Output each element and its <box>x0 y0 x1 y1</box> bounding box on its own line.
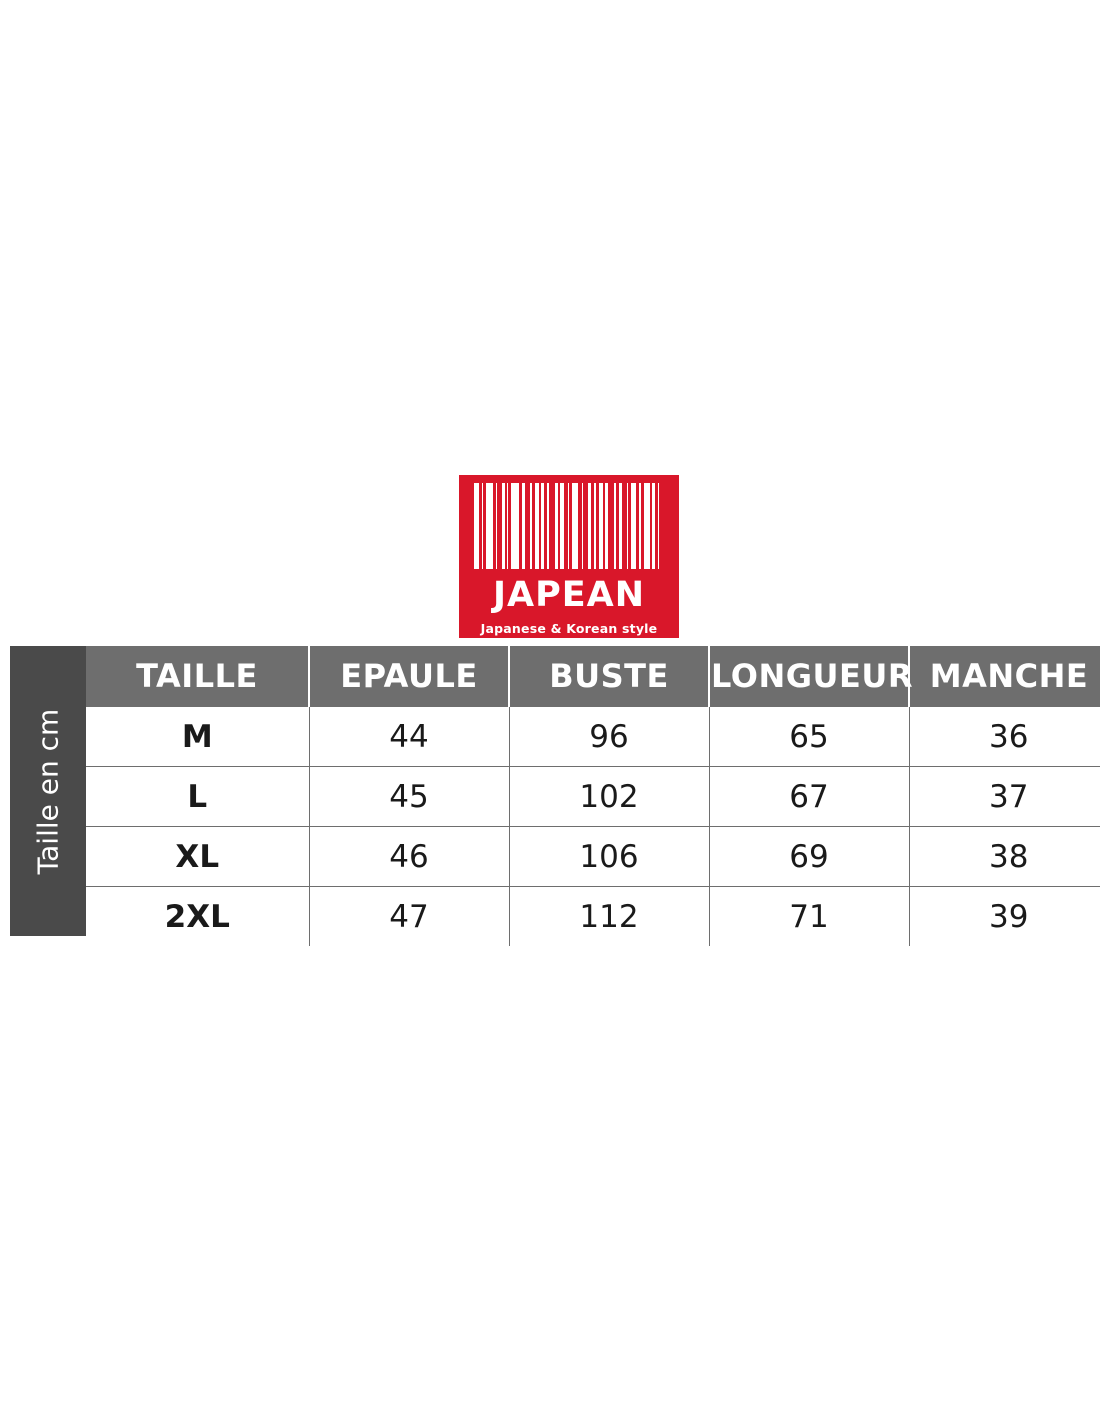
cell-longueur: 65 <box>709 707 909 767</box>
column-header-taille: TAILLE <box>86 646 309 707</box>
cell-epaule: 46 <box>309 827 509 887</box>
cell-buste: 96 <box>509 707 709 767</box>
brand-logo <box>459 475 679 638</box>
cell-buste: 106 <box>509 827 709 887</box>
cell-manche: 39 <box>909 887 1100 947</box>
cell-epaule: 44 <box>309 707 509 767</box>
table-header-row <box>86 646 1100 707</box>
cell-size: M <box>86 707 309 767</box>
cell-manche: 36 <box>909 707 1100 767</box>
brand-tagline: Japanese & Korean style <box>480 621 658 636</box>
cell-epaule: 47 <box>309 887 509 947</box>
barcode-icon <box>474 483 664 569</box>
cell-size: L <box>86 767 309 827</box>
column-header-longueur: LONGUEUR <box>709 646 909 707</box>
table-row <box>86 767 1100 827</box>
cell-manche: 38 <box>909 827 1100 887</box>
cell-size: 2XL <box>86 887 309 947</box>
unit-label-text: Taille en cm <box>31 708 65 874</box>
column-header-manche: MANCHE <box>909 646 1100 707</box>
table-row <box>86 827 1100 887</box>
cell-longueur: 67 <box>709 767 909 827</box>
cell-longueur: 69 <box>709 827 909 887</box>
column-header-buste: BUSTE <box>509 646 709 707</box>
cell-longueur: 71 <box>709 887 909 947</box>
cell-epaule: 45 <box>309 767 509 827</box>
size-chart <box>10 646 1090 936</box>
cell-buste: 102 <box>509 767 709 827</box>
brand-name: JAPEAN <box>492 575 646 615</box>
cell-size: XL <box>86 827 309 887</box>
table-row <box>86 707 1100 767</box>
cell-manche: 37 <box>909 767 1100 827</box>
cell-buste: 112 <box>509 887 709 947</box>
column-header-epaule: EPAULE <box>309 646 509 707</box>
unit-label <box>10 646 86 936</box>
table-row <box>86 887 1100 947</box>
size-table <box>86 646 1100 946</box>
